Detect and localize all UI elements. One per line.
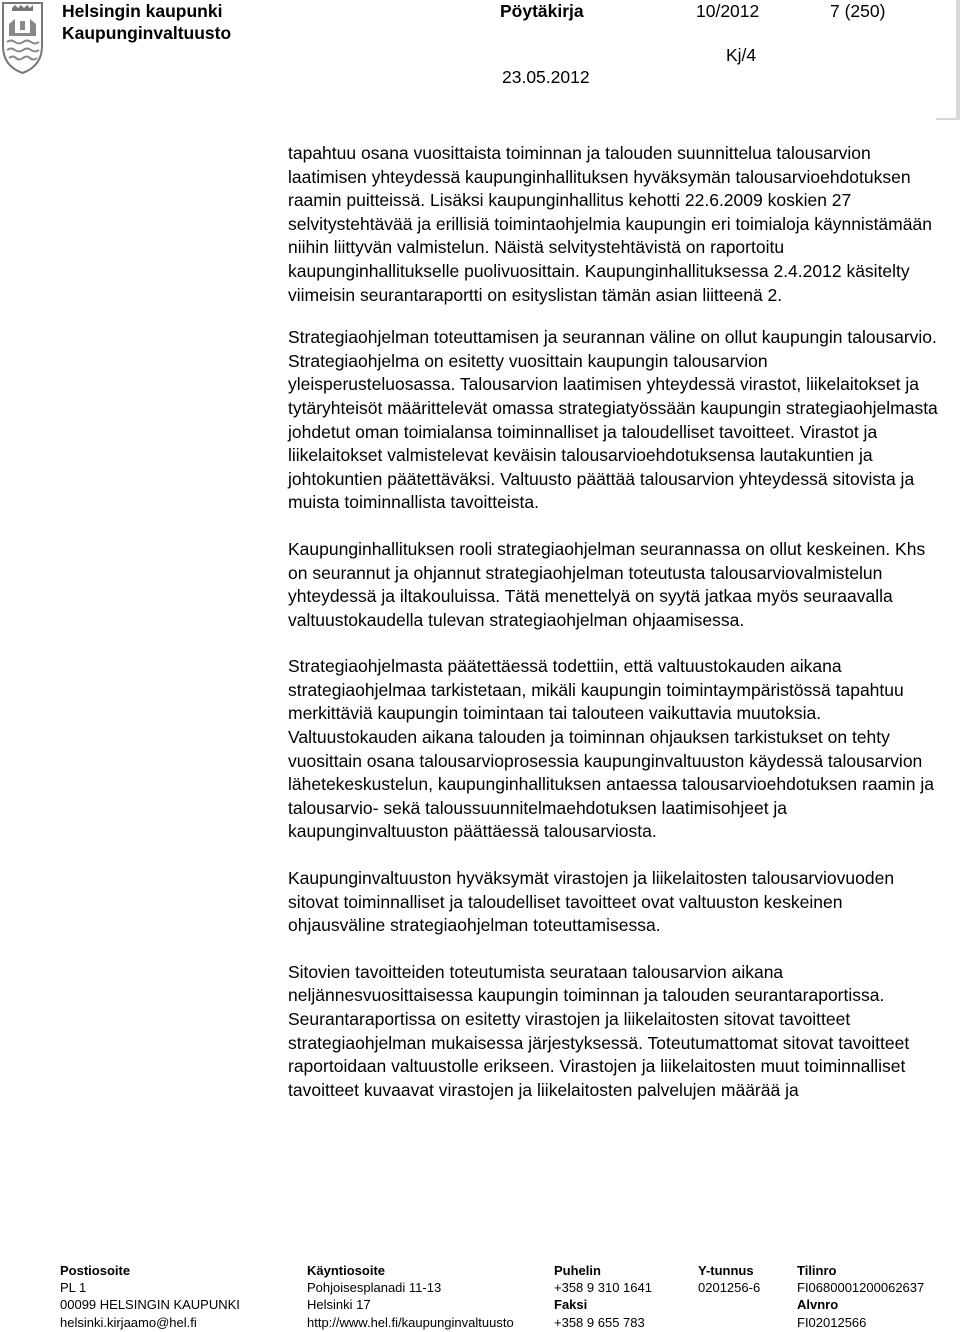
footer-email-link[interactable]: helsinki.kirjaamo@hel.fi — [60, 1314, 197, 1330]
footer-value: FI0680001200062637 — [797, 1280, 925, 1296]
document-number: 10/2012 — [696, 1, 760, 21]
helsinki-crest-icon — [0, 0, 45, 75]
footer-phone — [554, 1262, 652, 1331]
page-edge-mark — [956, 0, 960, 120]
paragraph: Strategiaohjelmasta päätettäessä todettiin, että valtuustokauden aikana strategiaohjelmaa tarkistetaan, mikäli kaupungin toimintaympäristössä tapahtuu merkittäviä kaupungin toimintaan tai talouteen vaikuttavia muutoksia. Valtuustokauden aikana talouden ja toiminnan ohjauksen tarkistukset on tehty vuosittain osana talousarvioprosessia kaupunginvaltuuston käydessä talousarvion lähetekeskustelun, kaupunginhallituksen antaessa talousarvioehdotuksen raamin ja talousarvio- sekä taloussuunnitelmaehdotuksen laatimisohjeet ja kaupunginvaltuuston päättäessä talousarviosta. — [288, 656, 934, 842]
footer-value: +358 9 655 783 — [554, 1314, 645, 1330]
page-number: 7 (250) — [830, 1, 886, 21]
footer-label: Y-tunnus — [698, 1263, 754, 1278]
footer-postal-address — [60, 1262, 240, 1331]
paragraph: Kaupunginhallituksen rooli strategiaohjelman seurannassa on ollut keskeinen. Khs on seurannut ja ohjannut strategiaohjelman toteutusta talousarviovalmistelun yhteydessä ja iltakouluissa. Tätä menettelyä on syytä jatkaa myös seuraavalla valtuustokaudella tulevan strategiaohjelman ohjaamisessa. — [288, 538, 926, 630]
footer-value: 0201256-6 — [698, 1280, 761, 1296]
footer-label: Käyntiosoite — [307, 1263, 386, 1278]
organization-name: Helsingin kaupunki — [62, 1, 223, 21]
body-name: Kaupunginvaltuusto — [62, 23, 232, 43]
footer-value: +358 9 310 1641 — [554, 1280, 652, 1296]
footer-visiting-address — [307, 1262, 514, 1331]
footer-label: Tilinro — [797, 1263, 837, 1278]
footer-label: Alvnro — [797, 1297, 839, 1313]
paragraph: Kaupunginvaltuuston hyväksymät virastojen ja liikelaitosten talousarviovuoden sitovat toiminnalliset ja taloudelliset tavoitteet ovat valtuuston keskeinen ohjausväline strategiaohjelman toteuttamisessa. — [288, 868, 895, 936]
paragraph: Sitovien tavoitteiden toteutumista seurataan talousarvion aikana neljännesvuosittaisessa kaupungin toiminnan ja talouden seurantaraportissa. Seurantaraportissa on esitetty virastojen ja liikelaitosten sitovat tavoitteet strategiaohjelman mukaisessa järjestyksessä. Toteutumattomat sitovat tavoitteet raportoidaan valtuustolle erikseen. Virastojen ja liikelaitosten muut toiminnalliset tavoitteet kuvaavat virastojen ja liikelaitosten palvelujen määrää ja — [288, 961, 910, 1100]
footer-label: Faksi — [554, 1297, 588, 1313]
document-type: Pöytäkirja — [500, 1, 584, 21]
footer-label: Puhelin — [554, 1263, 601, 1278]
footer-value: 00099 HELSINGIN KAUPUNKI — [60, 1297, 240, 1313]
page-edge-tick — [936, 118, 960, 120]
footer-value: FI02012566 — [797, 1314, 867, 1330]
meeting-date: 23.05.2012 — [502, 67, 590, 87]
footer-value: Helsinki 17 — [307, 1297, 371, 1313]
footer-label: Postiosoite — [60, 1263, 131, 1278]
document-body — [288, 142, 938, 1125]
footer-account — [797, 1262, 924, 1331]
footer-value: PL 1 — [60, 1280, 87, 1296]
footer-website-link[interactable]: http://www.hel.fi/kaupunginvaltuusto — [307, 1314, 514, 1330]
agenda-item: Kj/4 — [726, 45, 757, 65]
paragraph: Strategiaohjelman toteuttamisen ja seurannan väline on ollut kaupungin talousarvio. Strategiaohjelma on esitetty vuosittain kaupungin talousarvion yleisperusteluosassa. Talousarvion laatimisen yhteydessä virastot, liikelaitokset ja tytäryhteisöt määrittelevät omassa strategiatyössään kaupungin strategiaohjelmasta johdetut oman toimialansa toiminnalliset ja taloudelliset tavoitteet. Virastot ja liikelaitokset valmistelevat keväisin talousarvioehdotuksensa lautakuntien ja johtokuntien päätettäväksi. Valtuusto päättää talousarvion yhteydessä sitovista ja muista toiminnallista tavoitteista. — [288, 327, 938, 513]
paragraph: tapahtuu osana vuosittaista toiminnan ja talouden suunnittelua talousarvion laatimisen yhteydessä kaupunginhallituksen hyväksymän talousarvioehdotuksen raamin puitteissä. Lisäksi kaupunginhallitus kehotti 22.6.2009 koskien 27 selvitystehtävää ja erillisiä toimintaohjelmia kaupungin eri toimialoja käynnistämään niihin liittyvän valmistelun. Näistä selvitystehtävistä on raportoitu kaupunginhallitukselle puolivuosittain. Kaupunginhallituksessa 2.4.2012 käsitelty viimeisin seurantaraportti on esityslistan tämän asian liitteenä 2. — [288, 143, 932, 305]
footer-value: Pohjoisesplanadi 11-13 — [307, 1280, 442, 1296]
footer-business-id — [698, 1262, 760, 1296]
